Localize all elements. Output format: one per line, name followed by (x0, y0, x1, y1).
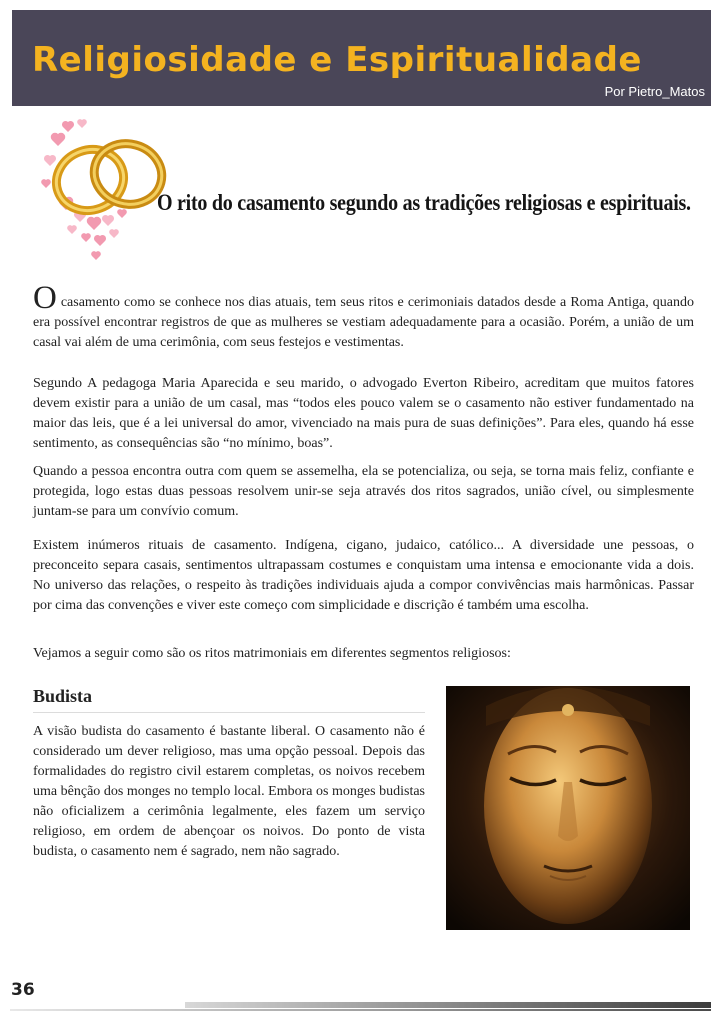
urna-dot (562, 704, 574, 716)
buddha-face-image (446, 686, 690, 930)
header-banner (12, 10, 711, 106)
intro-paragraph (33, 280, 694, 353)
intro-text: casamento como se conhece nos dias atuais, tem seus ritos e cerimoniais datados desde a Roma Antiga, quando era possível encontrar registros de que as mulheres se vestiam adequadamente para a ocasião. Porém, a união de um casal vai além de uma cerimônia, com seus festejos e vestimentas. (33, 295, 694, 350)
section-text-budista: A visão budista do casamento é bastante liberal. O casamento não é considerado um dever religioso, mas uma opção pessoal. Depois das formalidades do registro civil estarem completas, os noivos recebem uma bênção dos monges no templo local. Embora os monges budistas não oficializem a cerimônia legalmente, eles fazem um serviço religioso, em ordem de abençoar os noivos. Do ponto de vista budista, o casamento nem é sagrado, nem não sagrado. (33, 724, 425, 859)
section-divider (33, 712, 425, 713)
body-paragraph: Vejamos a seguir como são os ritos matrimoniais em diferentes segmentos religiosos: (33, 646, 511, 661)
magazine-section-title: Religiosidade e Espiritualidade (32, 40, 642, 80)
footer-rule (10, 1009, 711, 1011)
body-paragraph: Existem inúmeros rituais de casamento. Indígena, cigano, judaico, católico... A diversidade une pessoas, o preconceito separa casais, sentimentos ultrapassam costumes e conquistam uma intensa e emocionante vida a dois. No universo das relações, o respeito às tradições individuais ajuda a compor convivências mais harmônicas. Passar por cima das convenções e viver este começo com simplicidade e discrição é também uma escolha. (33, 538, 694, 613)
footer-decorative-bar (185, 1002, 711, 1008)
body-paragraph: Quando a pessoa encontra outra com quem se assemelha, ela se potencializa, ou seja, se torna mais feliz, confiante e protegida, logo estas duas pessoas resolvem unir-se seja através dos ritos sagrados, união cível, ou simplesmente juntam-se para um convívio comum. (33, 464, 694, 519)
article-subtitle: O rito do casamento segundo as tradições religiosas e espirituais. (157, 190, 691, 215)
author-byline: Por Pietro_Matos (604, 84, 705, 99)
page-number: 36 (11, 980, 35, 1000)
drop-cap: O (33, 280, 57, 316)
body-paragraph: Segundo A pedagoga Maria Aparecida e seu marido, o advogado Everton Ribeiro, acreditam que muitos fatores devem existir para a união de um casal, mas “todos eles pouco valem se o casamento não estiver fundamentado na maior das leis, que é a lei universal do amor, vivenciado na mais pura de suas definições”. Para eles, quando há esse sentimento, as consequências são “no mínimo, boas”. (33, 376, 694, 451)
section-heading-budista: Budista (33, 686, 93, 706)
ring-left (48, 140, 132, 220)
